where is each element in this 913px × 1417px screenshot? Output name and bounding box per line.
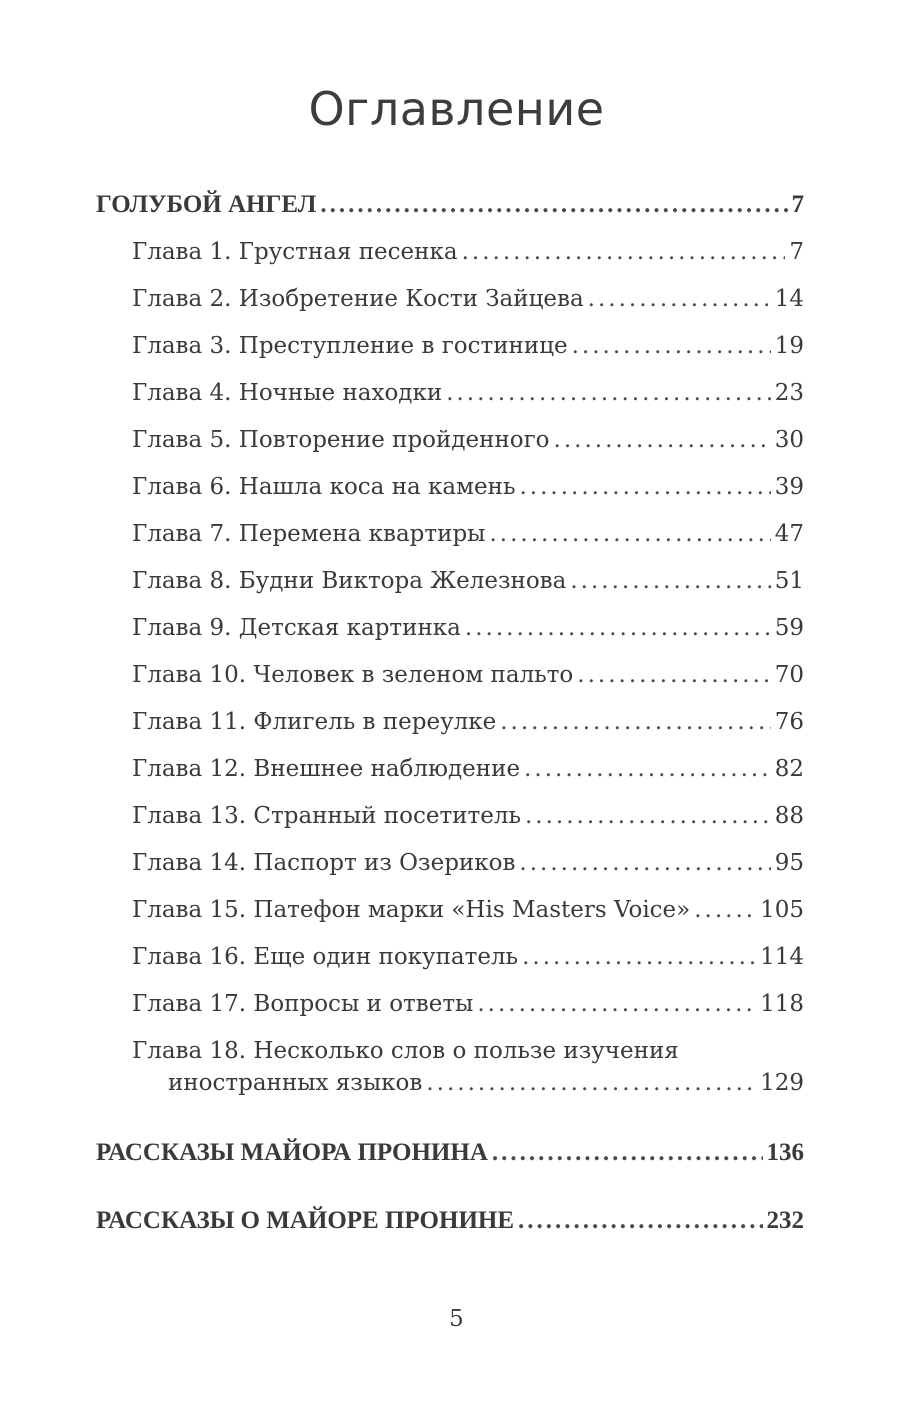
toc-chapter-label: Глава 6. Нашла коса на камень [132,474,516,500]
toc-leader-dots [525,801,771,831]
toc-leader-dots [477,989,756,1019]
toc-page-number: 39 [774,474,804,500]
toc-chapter-row [132,754,804,784]
toc-leader-dots [520,472,771,502]
toc-part-label: РАССКАЗЫ О МАЙОРЕ ПРОНИНЕ [96,1207,515,1234]
toc-chapter-label: Глава 13. Странный посетитель [132,803,521,829]
toc-page-number: 47 [774,521,804,547]
page-number: 5 [449,1306,464,1332]
toc-chapter-row [132,848,804,878]
toc-chapter-label: Глава 5. Повторение пройденного [132,427,550,453]
toc-chapter-row [132,519,804,549]
toc-page-number: 7 [789,239,804,265]
toc-page-number: 129 [760,1070,804,1096]
toc-part-label: РАССКАЗЫ МАЙОРА ПРОНИНА [96,1139,488,1166]
toc-chapter-row [132,895,804,925]
toc-leader-dots [518,1206,762,1236]
toc-chapter-row [132,613,804,643]
toc-chapter-row [168,1068,804,1098]
toc-page-number: 118 [760,991,804,1017]
toc-chapter-label: Глава 11. Флигель в переулке [132,709,497,735]
toc-chapter-label: Глава 7. Перемена квартиры [132,521,486,547]
toc-leader-dots [519,848,770,878]
toc-chapter-label: Глава 4. Ночные находки [132,380,443,406]
toc-chapter-row [132,801,804,831]
toc-chapter-label: Глава 10. Человек в зеленом пальто [132,662,574,688]
toc-page-number: 51 [774,568,804,594]
toc-leader-dots [522,942,756,972]
toc-page-number: 30 [774,427,804,453]
toc-page-number: 105 [760,897,804,923]
toc-leader-dots [465,613,771,643]
toc-chapter-row [132,660,804,690]
toc-page-number: 14 [774,286,804,312]
toc-page-number: 19 [774,333,804,359]
toc-leader-dots [572,331,771,361]
toc-chapter-label: Глава 9. Детская картинка [132,615,461,641]
toc-leader-dots [320,190,787,220]
toc-leader-dots [446,378,771,408]
toc-chapter-label: Глава 14. Паспорт из Озериков [132,850,516,876]
toc-page-number: 88 [774,803,804,829]
toc-page-number: 232 [766,1207,804,1234]
toc-leader-dots [426,1068,756,1098]
toc-chapter-row [132,942,804,972]
toc-chapter-row [132,237,804,267]
toc-leader-dots [462,237,786,267]
toc-chapter-row [132,378,804,408]
toc-leader-dots [489,519,770,549]
toc-chapter-label-line2: иностранных языков [168,1070,423,1096]
toc-chapter-label-line1: Глава 18. Несколько слов о пользе изучения [132,1038,679,1064]
toc-page-number: 114 [760,944,804,970]
toc-part-label: ГОЛУБОЙ АНГЕЛ [96,191,317,218]
toc-leader-dots [524,754,771,784]
toc-page-number: 82 [774,756,804,782]
toc-page-number: 70 [774,662,804,688]
toc-chapter-row [132,566,804,596]
toc-chapter-row [132,284,804,314]
toc-chapter-label: Глава 3. Преступление в гостинице [132,333,568,359]
toc-chapter-row [132,425,804,455]
toc-page-number: 59 [774,615,804,641]
toc-chapter-label: Глава 16. Еще один покупатель [132,944,519,970]
toc-chapter-label: Глава 8. Будни Виктора Железнова [132,568,567,594]
toc-page-number: 23 [774,380,804,406]
toc-page-number: 7 [791,191,804,218]
toc-leader-dots [577,660,770,690]
toc-chapter-label: Глава 12. Внешнее наблюдение [132,756,521,782]
toc-leader-dots [554,425,771,455]
toc-chapter-row [132,707,804,737]
toc-chapter-label: Глава 1. Грустная песенка [132,239,458,265]
page-title: Оглавление [308,82,605,136]
toc-leader-dots [588,284,771,314]
toc-chapter-row [132,989,804,1019]
toc-leader-dots [570,566,770,596]
toc-chapter-label: Глава 2. Изобретение Кости Зайцева [132,286,584,312]
toc-chapter-row [132,331,804,361]
toc-page-number: 95 [774,850,804,876]
toc-page-number: 136 [766,1139,804,1166]
toc-part-row [96,1138,804,1168]
toc-chapter-row [132,472,804,502]
toc-chapter-label: Глава 15. Патефон марки «His Masters Voice» [132,897,691,923]
toc-leader-dots [492,1138,763,1168]
toc-leader-dots [694,895,756,925]
toc-page-number: 76 [774,709,804,735]
toc-part-row [96,190,804,220]
toc-part-row [96,1206,804,1236]
toc-chapter-label: Глава 17. Вопросы и ответы [132,991,474,1017]
toc-leader-dots [500,707,771,737]
